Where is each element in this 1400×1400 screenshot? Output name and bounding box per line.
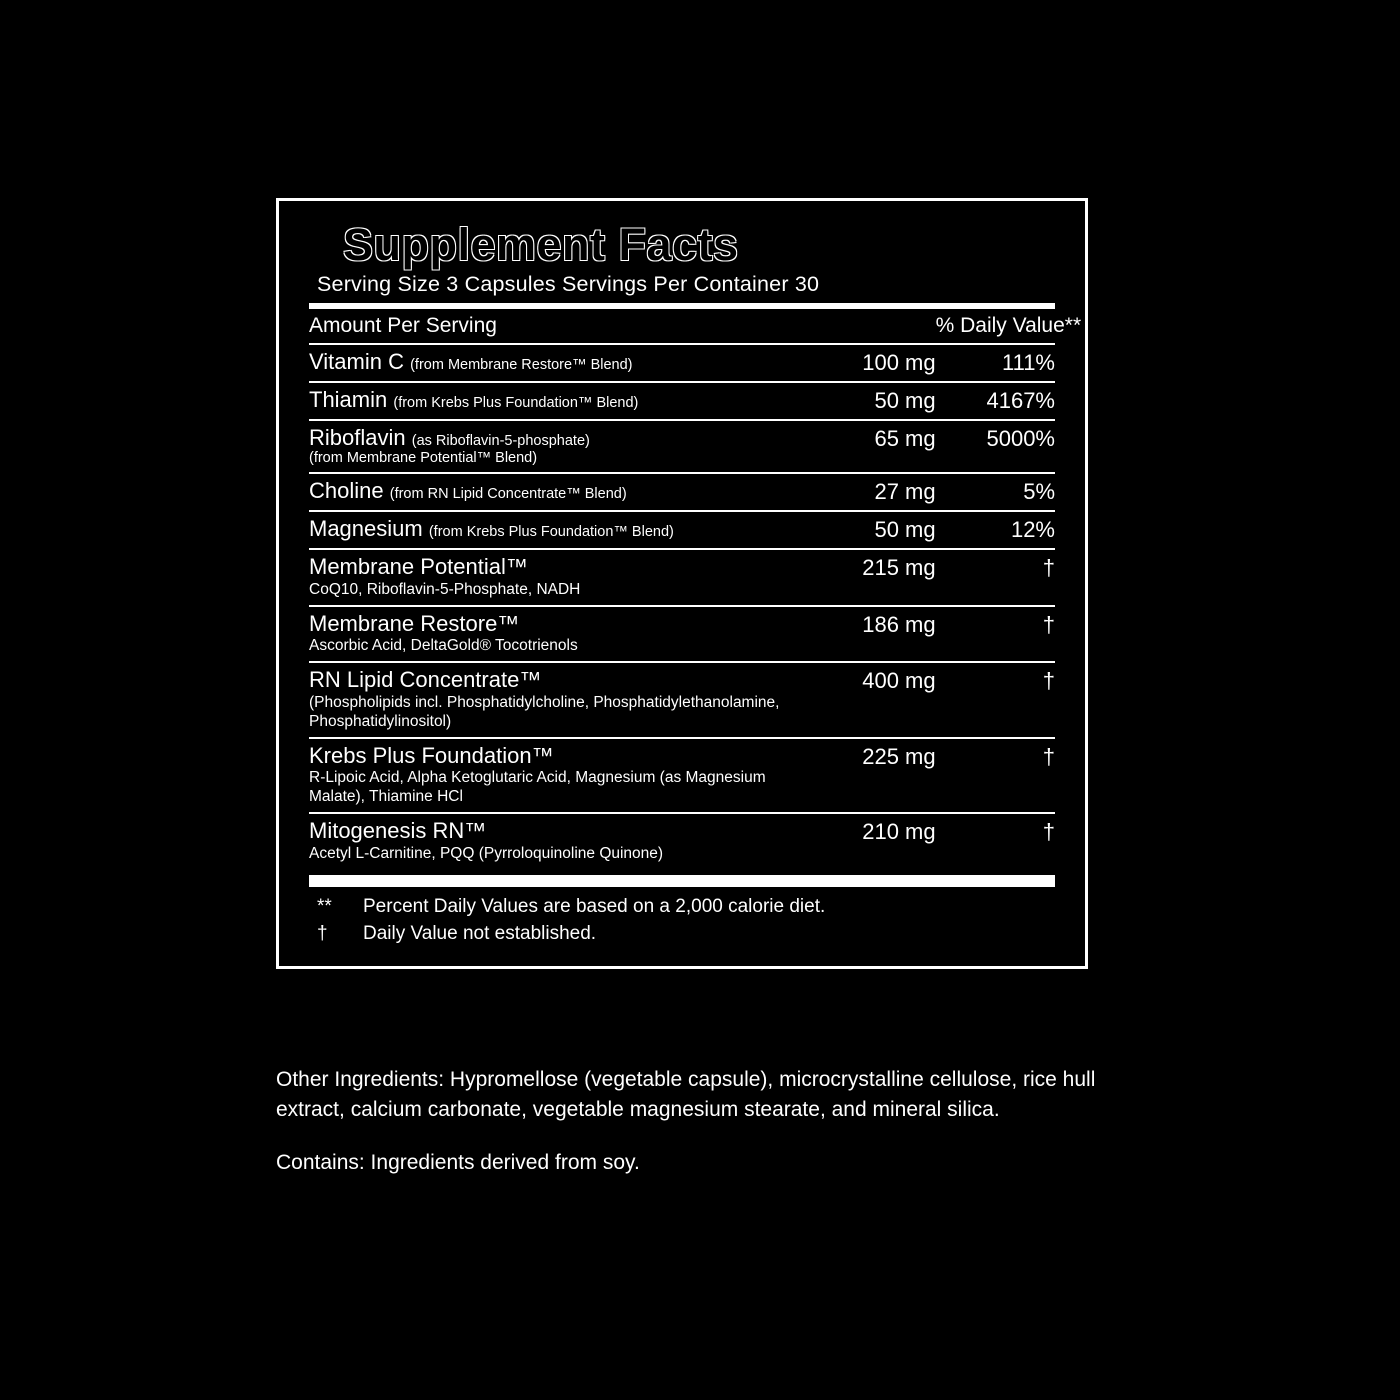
- footnotes: [309, 893, 1055, 948]
- footnote-row: [309, 893, 1055, 921]
- nutrient-amount: 215 mg: [786, 549, 935, 606]
- header-amount-per-serving: Amount Per Serving: [309, 313, 497, 337]
- nutrient-name: [309, 549, 786, 606]
- footnote-marker: **: [317, 895, 332, 917]
- serving-info: Serving Size 3 Capsules Servings Per Container 30: [317, 271, 820, 296]
- footnote-marker: †: [317, 923, 328, 945]
- table-header-row: [309, 309, 1055, 344]
- nutrient-source: (from Krebs Plus Foundation™ Blend): [393, 394, 639, 411]
- nutrient-amount: 100 mg: [786, 344, 935, 382]
- nutrient-subtext: R-Lipoic Acid, Alpha Ketoglutaric Acid, Magnesium (as Magnesium Malate), Thiamine HCl: [309, 769, 766, 806]
- footnote-text: Daily Value not established.: [363, 923, 597, 945]
- header-daily-value: % Daily Value**: [935, 313, 1082, 337]
- nutrient-label: Riboflavin: [309, 424, 406, 450]
- nutrient-daily-value: †: [936, 606, 1055, 663]
- nutrient-amount: 186 mg: [786, 606, 935, 663]
- nutrient-daily-value: †: [936, 813, 1055, 869]
- nutrient-daily-value: †: [936, 662, 1055, 737]
- table-row: [309, 473, 1055, 511]
- nutrient-amount: 50 mg: [786, 382, 935, 420]
- header-spacer: [786, 309, 935, 344]
- nutrient-name: [309, 606, 786, 663]
- nutrient-daily-value: 5%: [936, 473, 1055, 511]
- nutrient-label: RN Lipid Concentrate™: [309, 667, 542, 693]
- nutrient-subtext: CoQ10, Riboflavin-5-Phosphate, NADH: [309, 580, 581, 598]
- nutrient-name: [309, 662, 786, 737]
- table-row: [309, 549, 1055, 606]
- nutrient-label: Choline: [309, 478, 384, 504]
- nutrient-daily-value: 5000%: [936, 420, 1055, 474]
- nutrient-label: Thiamin: [309, 386, 388, 412]
- nutrient-subtext: (from Membrane Potential™ Blend): [309, 450, 538, 467]
- nutrient-amount: 400 mg: [786, 662, 935, 737]
- nutrient-name: [309, 738, 786, 813]
- nutrient-subtext: (Phospholipids incl. Phosphatidylcholine, Phosphatidylethanolamine, Phosphatidylinositol): [309, 694, 780, 730]
- other-information: [276, 1065, 1136, 1200]
- nutrient-label: Vitamin C: [309, 348, 404, 374]
- nutrient-source: (from Krebs Plus Foundation™ Blend): [428, 524, 674, 541]
- nutrient-daily-value: 12%: [936, 511, 1055, 549]
- nutrient-subtext: Acetyl L-Carnitine, PQQ (Pyrroloquinoline Quinone): [309, 844, 664, 862]
- nutrient-name: [309, 344, 786, 382]
- nutrient-label: Membrane Restore™: [309, 610, 520, 636]
- nutrient-name: [309, 382, 786, 420]
- footnote-text: Percent Daily Values are based on a 2,000 calorie diet.: [363, 895, 826, 917]
- nutrient-name: [309, 420, 786, 474]
- nutrient-subtext: Ascorbic Acid, DeltaGold® Tocotrienols: [309, 637, 578, 655]
- nutrient-name: [309, 813, 786, 869]
- table-row: [309, 420, 1055, 474]
- other-ingredients: Other Ingredients: Hypromellose (vegetable capsule), microcrystalline cellulose, rice hull extract, calcium carbonate, vegetable magnesium stearate, and mineral silica.: [276, 1068, 1096, 1122]
- table-row: [309, 813, 1055, 869]
- footnote-row: [309, 920, 1055, 948]
- nutrient-amount: 27 mg: [786, 473, 935, 511]
- table-row: [309, 382, 1055, 420]
- nutrient-source: (from Membrane Restore™ Blend): [410, 356, 633, 373]
- nutrient-source: (from RN Lipid Concentrate™ Blend): [389, 486, 627, 503]
- nutrient-label: Membrane Potential™: [309, 554, 528, 580]
- nutrient-label: Krebs Plus Foundation™: [309, 742, 554, 768]
- nutrient-source: (as Riboflavin-5-phosphate): [411, 432, 590, 449]
- nutrient-daily-value: 4167%: [936, 382, 1055, 420]
- nutrition-table: [309, 309, 1082, 869]
- table-row: [309, 662, 1055, 737]
- nutrient-amount: 50 mg: [786, 511, 935, 549]
- nutrient-daily-value: †: [936, 738, 1055, 813]
- nutrient-amount: 210 mg: [786, 813, 935, 869]
- table-row: [309, 344, 1055, 382]
- nutrient-daily-value: †: [936, 549, 1055, 606]
- supplement-facts-panel: [276, 198, 1088, 969]
- table-row: [309, 738, 1055, 813]
- nutrient-label: Mitogenesis RN™: [309, 818, 487, 844]
- divider-bottom: [309, 875, 1055, 887]
- nutrient-name: [309, 473, 786, 511]
- nutrient-daily-value: 111%: [936, 344, 1055, 382]
- nutrient-name: [309, 511, 786, 549]
- nutrient-amount: 225 mg: [786, 738, 935, 813]
- panel-title: Supplement Facts: [343, 219, 739, 270]
- table-row: [309, 511, 1055, 549]
- nutrient-amount: 65 mg: [786, 420, 935, 474]
- nutrient-label: Magnesium: [309, 516, 423, 542]
- table-row: [309, 606, 1055, 663]
- allergen-contains: Contains: Ingredients derived from soy.: [276, 1150, 640, 1174]
